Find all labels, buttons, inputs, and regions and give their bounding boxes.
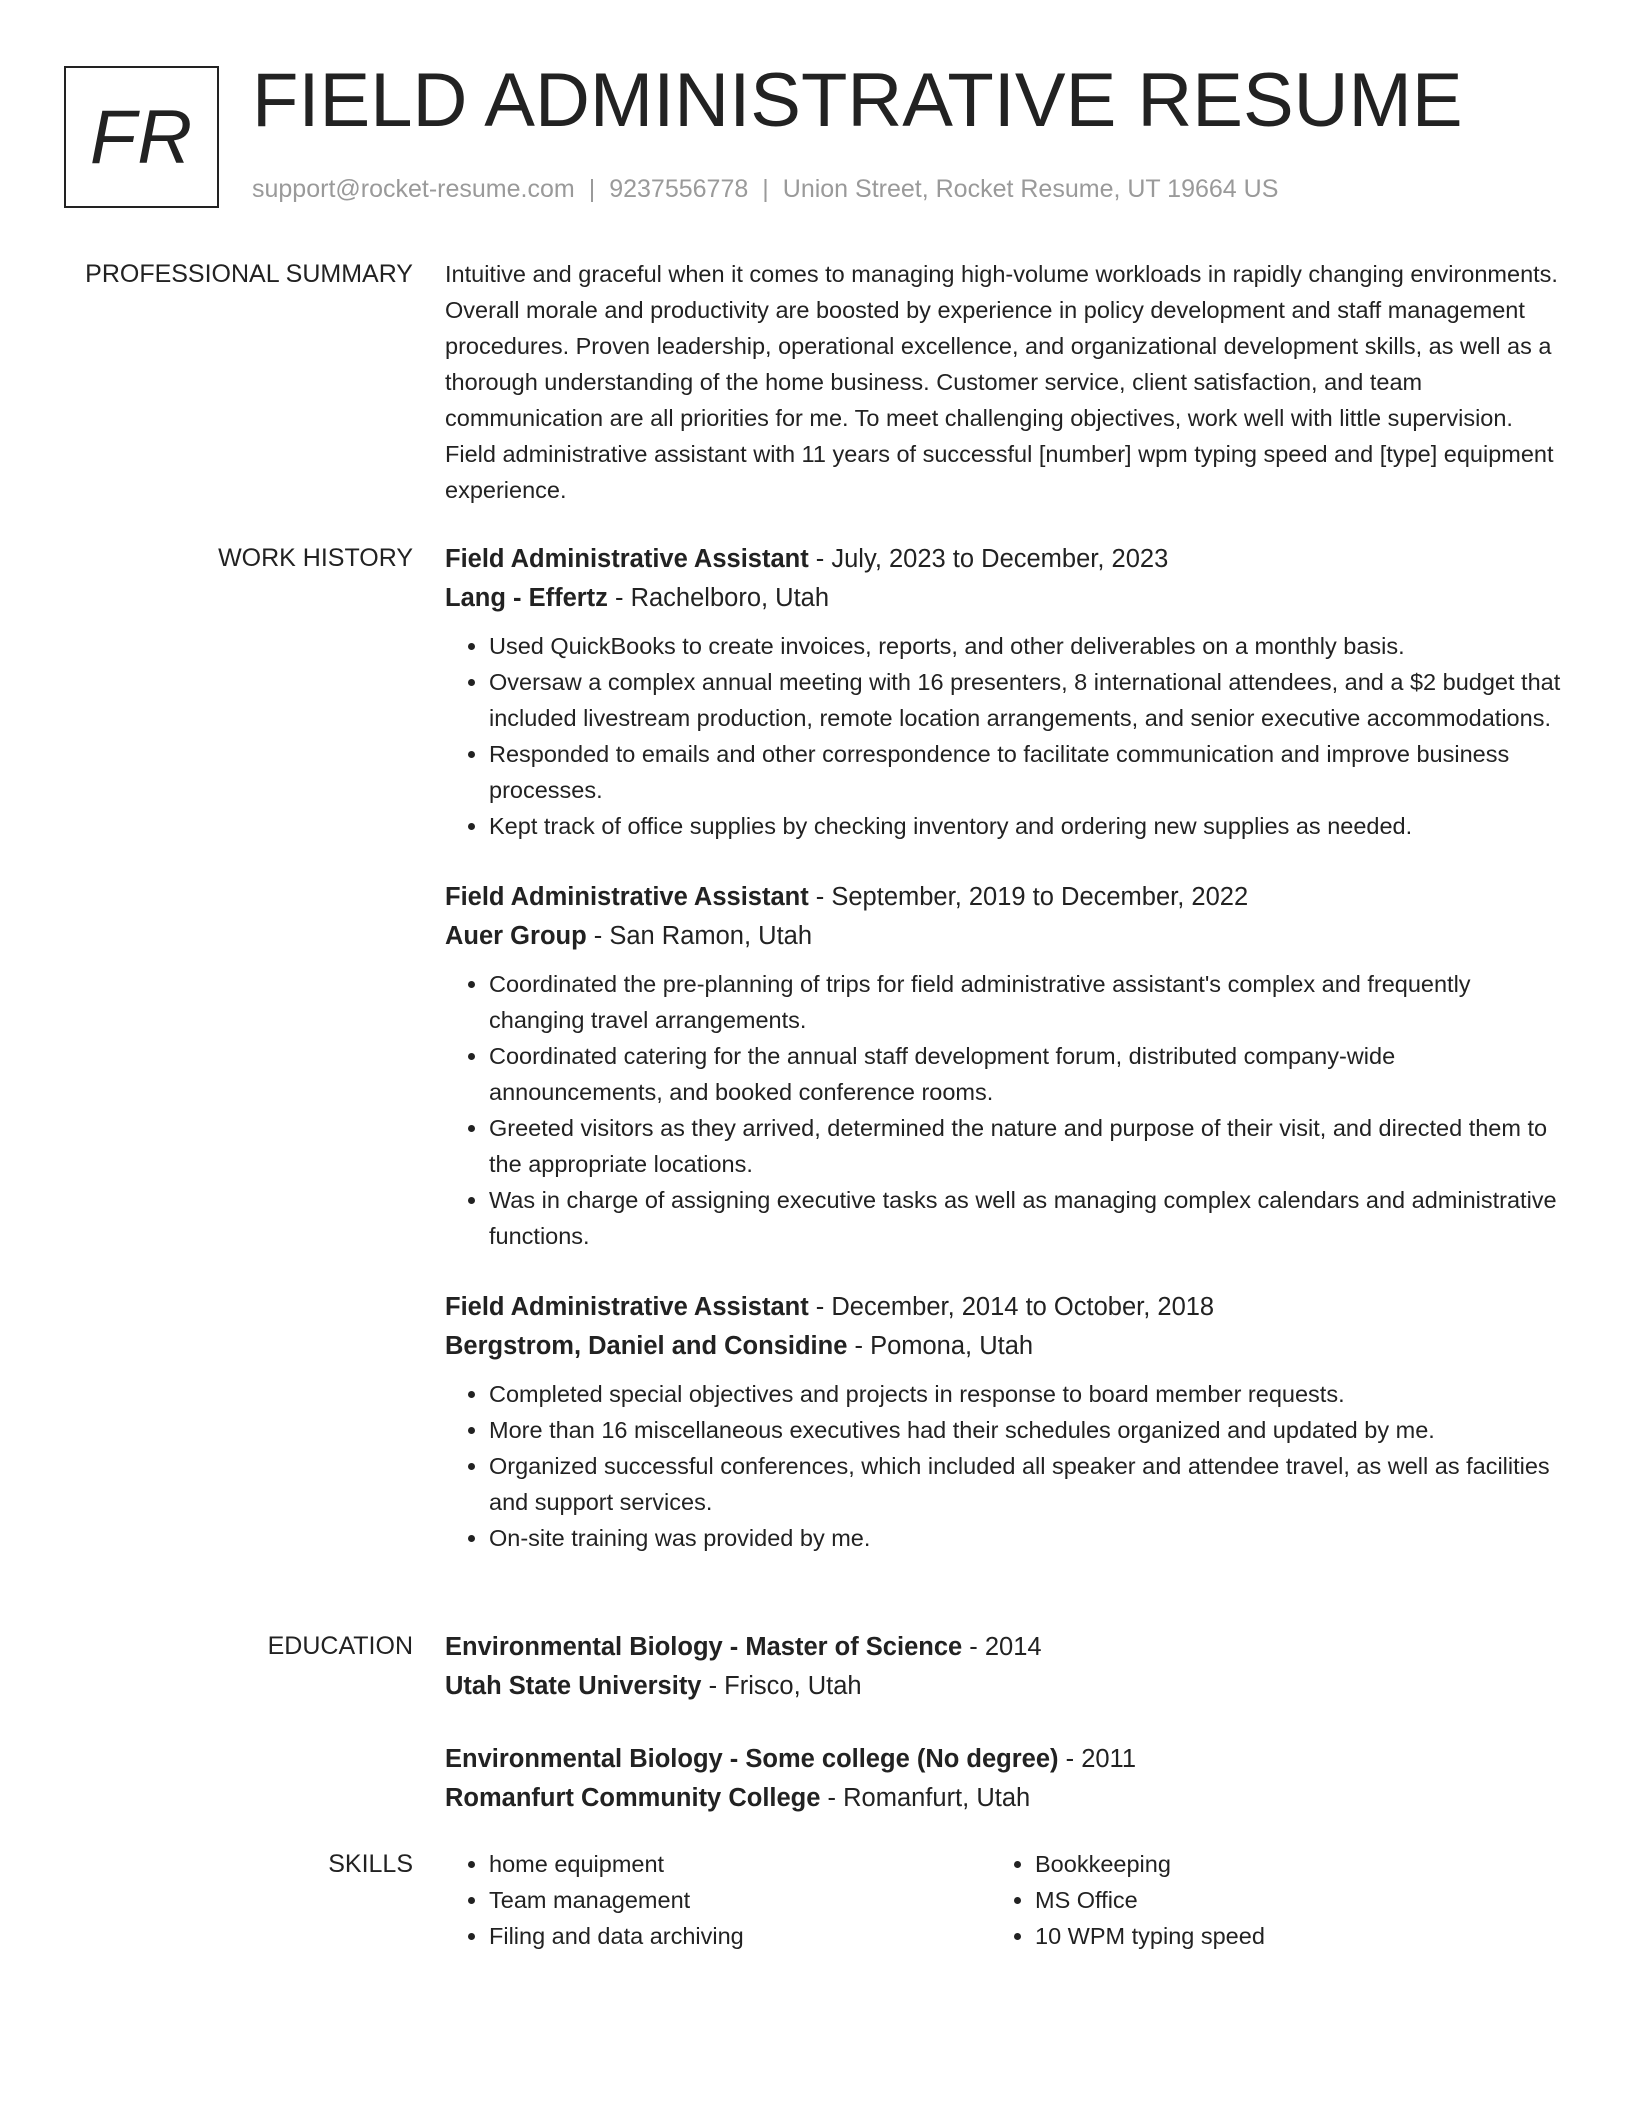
- degree-year: - 2011: [1058, 1745, 1137, 1773]
- job-bullet: • Coordinated the pre-planning of trips for field administrative assistant's complex and frequently changing travel arrangements.: [489, 966, 1565, 1038]
- school-location: - Frisco, Utah: [701, 1672, 862, 1700]
- school: Utah State University: [445, 1672, 702, 1700]
- education-body: [445, 1628, 1565, 1818]
- skills-column-right: [991, 1846, 1537, 1954]
- job-bullet: • Used QuickBooks to create invoices, reports, and other deliverables on a monthly basis.: [489, 628, 1565, 664]
- job-bullets: [445, 966, 1565, 1254]
- skill-item: • Bookkeeping: [1035, 1846, 1537, 1882]
- contact-separator: |: [762, 175, 769, 203]
- job-title-line: [445, 1288, 1565, 1327]
- school-line: [445, 1779, 1565, 1818]
- degree: Environmental Biology - Master of Science: [445, 1633, 963, 1661]
- job-bullet: • Was in charge of assigning executive tasks as well as managing complex calendars and administrative functions.: [489, 1182, 1565, 1254]
- skills-label: SKILLS: [328, 1850, 413, 1878]
- job-company-line: [445, 917, 1565, 956]
- job-entry: [445, 1288, 1565, 1556]
- job-company-line: [445, 579, 1565, 618]
- job-location: - San Ramon, Utah: [586, 922, 813, 950]
- job-company-line: [445, 1327, 1565, 1366]
- job-entry: [445, 878, 1565, 1254]
- work-history-label: WORK HISTORY: [218, 544, 413, 572]
- contact-address: Union Street, Rocket Resume, UT 19664 US: [782, 175, 1279, 203]
- degree: Environmental Biology - Some college (No degree): [445, 1745, 1059, 1773]
- job-company: Bergstrom, Daniel and Considine: [445, 1332, 848, 1360]
- skill-item: • home equipment: [489, 1846, 991, 1882]
- job-location: - Pomona, Utah: [847, 1332, 1034, 1360]
- skill-item: • 10 WPM typing speed: [1035, 1918, 1537, 1954]
- job-bullet: • Organized successful conferences, which included all speaker and attendee travel, as well as facilities and support services.: [489, 1448, 1565, 1520]
- job-title: Field Administrative Assistant: [445, 545, 809, 573]
- job-bullet: • More than 16 miscellaneous executives had their schedules organized and updated by me.: [489, 1412, 1565, 1448]
- job-bullet: • Greeted visitors as they arrived, determined the nature and purpose of their visit, and directed them to the appropriate locations.: [489, 1110, 1565, 1182]
- job-entry: [445, 540, 1565, 844]
- contact-phone: 9237556778: [609, 175, 749, 203]
- job-dates: - July, 2023 to December, 2023: [808, 545, 1169, 573]
- job-bullet: • On-site training was provided by me.: [489, 1520, 1565, 1556]
- degree-line: [445, 1628, 1565, 1667]
- contact-line: [252, 172, 1278, 206]
- education-label: EDUCATION: [267, 1632, 413, 1660]
- work-history-body: [445, 540, 1565, 1556]
- job-dates: - December, 2014 to October, 2018: [808, 1293, 1215, 1321]
- contact-email: support@rocket-resume.com: [252, 175, 575, 203]
- skills-body: [445, 1846, 1565, 1954]
- job-bullet: • Responded to emails and other correspondence to facilitate communication and improve business processes.: [489, 736, 1565, 808]
- skill-item: • Team management: [489, 1882, 991, 1918]
- skills-column-left: [445, 1846, 991, 1954]
- school: Romanfurt Community College: [445, 1784, 821, 1812]
- degree-year: - 2014: [962, 1633, 1042, 1661]
- job-title: Field Administrative Assistant: [445, 883, 809, 911]
- monogram-box: [64, 66, 219, 208]
- job-bullet: • Kept track of office supplies by checking inventory and ordering new supplies as needed.: [489, 808, 1565, 844]
- job-company: Lang - Effertz: [445, 584, 608, 612]
- skill-item: • MS Office: [1035, 1882, 1537, 1918]
- resume-title: FIELD ADMINISTRATIVE RESUME: [252, 58, 1463, 143]
- job-company: Auer Group: [445, 922, 587, 950]
- education-entry: [445, 1740, 1565, 1818]
- school-line: [445, 1667, 1565, 1706]
- job-title-line: [445, 878, 1565, 917]
- degree-line: [445, 1740, 1565, 1779]
- skill-item: • Filing and data archiving: [489, 1918, 991, 1954]
- school-location: - Romanfurt, Utah: [820, 1784, 1031, 1812]
- job-bullet: • Oversaw a complex annual meeting with 16 presenters, 8 international attendees, and a $2 budget that included livestream production, remote location arrangements, and senior executive accommodations.: [489, 664, 1565, 736]
- education-entry: [445, 1628, 1565, 1706]
- monogram-initials: FR: [89, 94, 194, 180]
- job-title-line: [445, 540, 1565, 579]
- job-bullet: • Completed special objectives and projects in response to board member requests.: [489, 1376, 1565, 1412]
- job-bullets: [445, 628, 1565, 844]
- job-location: - Rachelboro, Utah: [607, 584, 830, 612]
- summary-label: PROFESSIONAL SUMMARY: [85, 260, 413, 288]
- skills-grid: [445, 1846, 1565, 1954]
- job-bullet: • Coordinated catering for the annual staff development forum, distributed company-wide announcements, and booked conference rooms.: [489, 1038, 1565, 1110]
- job-title: Field Administrative Assistant: [445, 1293, 809, 1321]
- job-dates: - September, 2019 to December, 2022: [808, 883, 1249, 911]
- summary-text: Intuitive and graceful when it comes to managing high-volume workloads in rapidly changing environments. Overall morale and productivity are boosted by experience in policy development and staff management procedures. Proven leadership, operational excellence, and organizational development skills, as well as a thorough understanding of the home business. Customer service, client satisfaction, and team communication are all priorities for me. To meet challenging objectives, work well with little supervision. Field administrative assistant with 11 years of successful [number] wpm typing speed and [type] equipment experience.: [445, 261, 1558, 503]
- contact-separator: |: [588, 175, 596, 203]
- job-bullets: [445, 1376, 1565, 1556]
